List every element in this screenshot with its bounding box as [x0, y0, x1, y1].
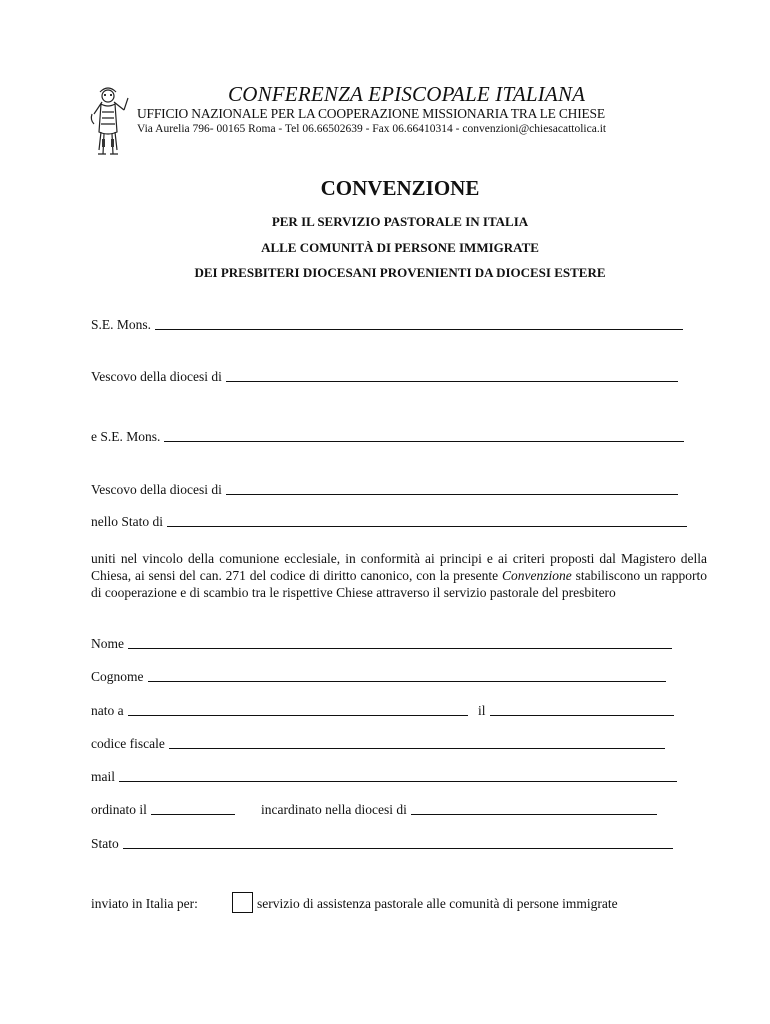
- paragraph-emphasis: Convenzione: [502, 568, 572, 583]
- ordinato-il-line[interactable]: [151, 802, 235, 815]
- cognome-line[interactable]: [148, 669, 666, 682]
- document-subtitle-2: ALLE COMUNITÀ DI PERSONE IMMIGRATE: [261, 240, 539, 255]
- incardinato-line[interactable]: [411, 802, 657, 815]
- sent-to-italy-label: inviato in Italia per:: [91, 896, 198, 911]
- codice-fiscale-field: [91, 736, 665, 752]
- ordinato-il-field: [91, 802, 235, 818]
- nome-line[interactable]: [128, 636, 672, 649]
- vescovo-diocesi-1-line[interactable]: [226, 369, 678, 382]
- vescovo-diocesi-2-label: Vescovo della diocesi di: [91, 482, 222, 497]
- il-line[interactable]: [490, 703, 674, 716]
- missionary-figure-icon: [86, 84, 130, 160]
- mail-label: mail: [91, 769, 115, 784]
- document-title: CONVENZIONE: [320, 176, 480, 200]
- mail-line[interactable]: [119, 769, 677, 782]
- paragraph-text-1: uniti nel vincolo della comunione ecclesiale, in conformità ai principi e ai criteri proposti dal Magistero della Chiesa, ai sensi del can. 271 del codice di diritto canonico, con la presente: [91, 551, 707, 583]
- agreement-paragraph: [91, 550, 707, 601]
- nome-label: Nome: [91, 636, 124, 651]
- e-se-mons-line[interactable]: [164, 429, 684, 442]
- codice-fiscale-label: codice fiscale: [91, 736, 165, 751]
- office-name: UFFICIO NAZIONALE PER LA COOPERAZIONE MISSIONARIA TRA LE CHIESE: [137, 106, 605, 121]
- office-address: Via Aurelia 796- 00165 Roma - Tel 06.66502639 - Fax 06.66410314 - convenzioni@chiesacattolica.it: [137, 123, 607, 135]
- cognome-field: [91, 669, 666, 685]
- nello-stato-line[interactable]: [167, 514, 687, 527]
- stato-field: [91, 836, 673, 852]
- nome-field: [91, 636, 672, 652]
- vescovo-diocesi-2-field: [91, 482, 678, 498]
- document-subtitle-1: PER IL SERVIZIO PASTORALE IN ITALIA: [271, 214, 529, 229]
- stato-label: Stato: [91, 836, 119, 851]
- il-label: il: [478, 703, 486, 718]
- nato-a-field: [91, 703, 468, 719]
- cognome-label: Cognome: [91, 669, 144, 684]
- e-se-mons-label: e S.E. Mons.: [91, 429, 161, 444]
- se-mons-label: S.E. Mons.: [91, 317, 152, 332]
- nello-stato-field: [91, 514, 687, 530]
- incardinato-field: [261, 802, 657, 818]
- nello-stato-label: nello Stato di: [91, 514, 163, 529]
- e-se-mons-field: [91, 429, 684, 445]
- vescovo-diocesi-2-line[interactable]: [226, 482, 678, 495]
- se-mons-field: [91, 317, 683, 333]
- paragraph-text-2: stabiliscono un rapporto di cooperazione e di scambio tra le rispettive Chiese attraverso il servizio pastorale del presbitero: [91, 568, 707, 600]
- codice-fiscale-line[interactable]: [169, 736, 665, 749]
- pastoral-service-label: servizio di assistenza pastorale alle comunità di persone immigrate: [257, 896, 618, 911]
- organization-title: CONFERENZA EPISCOPALE ITALIANA: [228, 82, 586, 106]
- ordinato-il-label: ordinato il: [91, 802, 147, 817]
- incardinato-label: incardinato nella diocesi di: [261, 802, 407, 817]
- vescovo-diocesi-1-field: [91, 369, 678, 385]
- nato-a-line[interactable]: [128, 703, 468, 716]
- mail-field: [91, 769, 677, 785]
- il-field: [478, 703, 674, 719]
- stato-line[interactable]: [123, 836, 673, 849]
- nato-a-label: nato a: [91, 703, 124, 718]
- vescovo-diocesi-1-label: Vescovo della diocesi di: [91, 369, 222, 384]
- document-subtitle-3: DEI PRESBITERI DIOCESANI PROVENIENTI DA DIOCESI ESTERE: [194, 265, 606, 280]
- se-mons-line[interactable]: [155, 317, 683, 330]
- pastoral-service-checkbox[interactable]: [232, 892, 253, 913]
